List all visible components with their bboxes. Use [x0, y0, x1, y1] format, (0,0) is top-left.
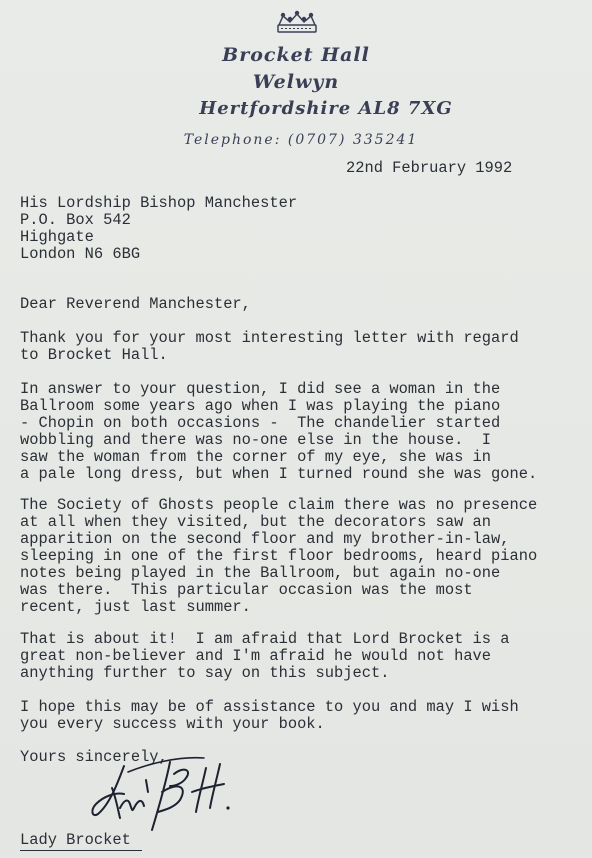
body-line: That is about it! I am afraid that Lord Brocket is a — [20, 630, 510, 648]
letterhead-telephone: Telephone: (0707) 335241 — [183, 132, 419, 148]
letterhead-county-postcode: Hertfordshire AL8 7XG — [199, 98, 453, 119]
salutation: Dear Reverend Manchester, — [20, 295, 251, 313]
body-line: In answer to your question, I did see a woman in the — [20, 380, 501, 398]
body-line: was there. This particular occasion was the most — [20, 581, 473, 599]
body-line: Thank you for your most interesting letter with regard — [20, 329, 519, 347]
signatory-name: Lady Brocket — [20, 831, 131, 849]
closing: Yours sincerely, — [20, 748, 168, 766]
letterhead-town: Welwyn — [252, 71, 340, 93]
recipient-line: P.O. Box 542 — [20, 211, 131, 229]
body-line: to Brocket Hall. — [20, 346, 168, 364]
body-line: recent, just last summer. — [20, 598, 251, 616]
body-line: The Society of Ghosts people claim there was no presence — [20, 496, 538, 514]
coronet-crest-icon — [273, 10, 321, 34]
body-line: at all when they visited, but the decorators saw an — [20, 513, 492, 531]
body-line: - Chopin on both occasions - The chandelier started — [20, 414, 501, 432]
body-line: a pale long dress, but when I turned round she was gone. — [20, 465, 538, 483]
recipient-line: His Lordship Bishop Manchester — [20, 194, 298, 212]
letterhead-house-name: Brocket Hall — [222, 44, 370, 66]
body-line: apparition on the second floor and my brother-in-law, — [20, 530, 510, 548]
body-line: great non-believer and I'm afraid he would not have — [20, 647, 492, 665]
recipient-line: Highgate — [20, 228, 94, 246]
body-line: you every success with your book. — [20, 715, 325, 733]
letter-date: 22nd February 1992 — [346, 159, 513, 177]
body-line: Ballroom some years ago when I was playing the piano — [20, 397, 501, 415]
signatory-underline — [20, 850, 142, 851]
body-line: I hope this may be of assistance to you and may I wish — [20, 698, 519, 716]
body-line: wobbling and there was no-one else in the house. I — [20, 431, 492, 449]
body-line: notes being played in the Ballroom, but again no-one — [20, 564, 501, 582]
handwritten-signature-icon — [88, 752, 248, 838]
body-line: sleeping in one of the first floor bedrooms, heard piano — [20, 547, 538, 565]
body-line: saw the woman from the corner of my eye, she was in — [20, 448, 492, 466]
body-line: anything further to say on this subject. — [20, 664, 390, 682]
recipient-line: London N6 6BG — [20, 245, 141, 263]
